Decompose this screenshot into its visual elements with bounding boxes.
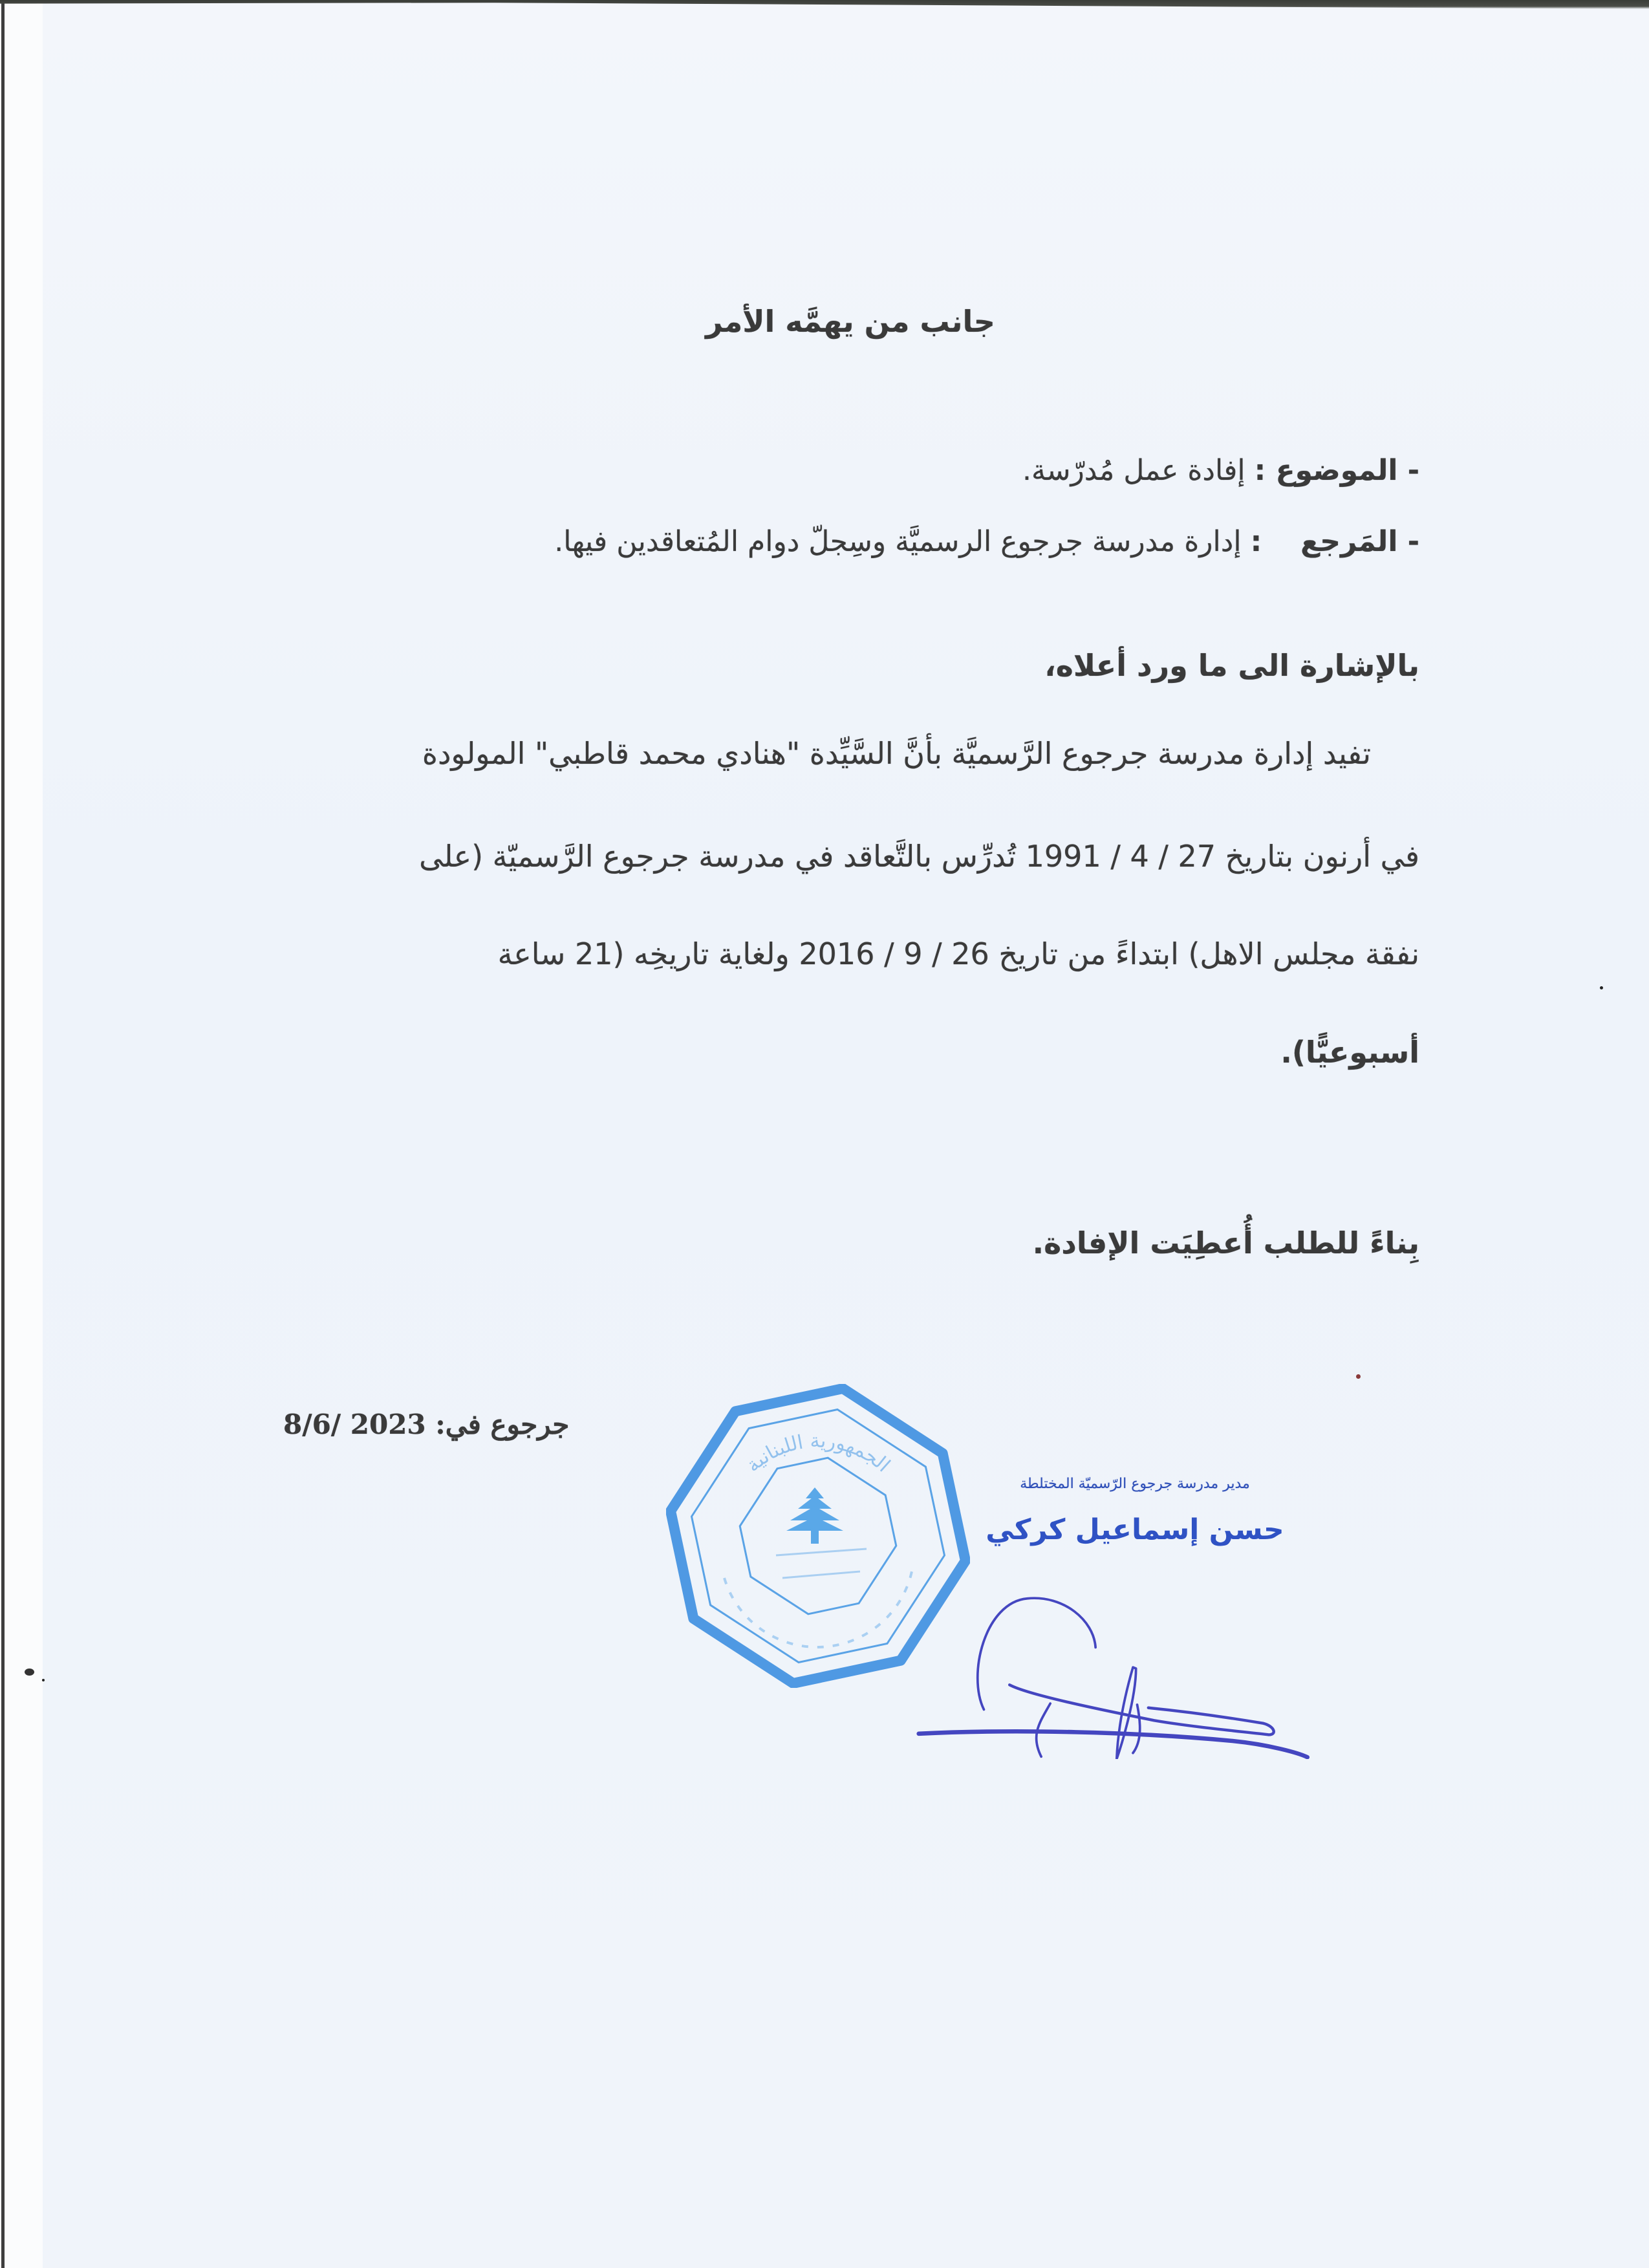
body-line-4: أسبوعيًّا). (1280, 1035, 1419, 1070)
body-line-2: في أرنون بتاريخ 27 / 4 / 1991 تُدرِّس بالتَّعاقد في مدرسة جرجوع الرَّسميّة (على (419, 839, 1419, 874)
body-line-3: نفقة مجلس الاهل) ابتداءً من تاريخ 26 / 9 / 2016 ولغاية تاريخِه (21 ساعة (497, 936, 1419, 971)
body-line-1: تفيد إدارة مدرسة جرجوع الرَّسميَّة بأنَّ السَّيِّدة "هنادي محمد قاطبي" المولودة (422, 736, 1371, 771)
cedar-icon (786, 1487, 843, 1544)
subject-line (1022, 454, 1419, 487)
scan-left-edge (1, 0, 5, 2268)
document-title: جانب من يهمَّه الأمر (706, 304, 995, 339)
scan-speck (1600, 986, 1603, 989)
scan-speck (1356, 1374, 1361, 1379)
reference-value: إدارة مدرسة جرجوع الرسميَّة وسِجلّ دوام المُتعاقدين فيها. (554, 525, 1242, 558)
stamp-outer-text: الجمهورية اللبنانية (742, 1429, 895, 1477)
signatory-title: مدير مدرسة جرجوع الرّسميّة المختلطة (1020, 1476, 1250, 1492)
subject-label: - الموضوع : (1254, 454, 1419, 487)
place-date (283, 1409, 569, 1440)
scan-margin (0, 0, 43, 2268)
svg-text:الجمهورية اللبنانية (742, 1430, 894, 1477)
handwritten-signature (886, 1578, 1326, 1759)
reference-separator: : (1250, 525, 1262, 558)
scan-speck (25, 1669, 34, 1676)
salutation: بالإشارة الى ما ورد أعلاه، (1044, 648, 1419, 683)
place-date-label: جرجوع في: (435, 1409, 570, 1440)
stamp-inner-text-lines (776, 1549, 867, 1578)
scan-top-edge (0, 0, 1649, 9)
reference-label: - المَرجع (1300, 525, 1419, 558)
reference-line (554, 525, 1419, 558)
signatory-name: حسن إسماعيل كركي (986, 1513, 1284, 1546)
scan-speck (42, 1679, 45, 1681)
stamp-bottom-text-arc (724, 1571, 912, 1647)
subject-value: إفادة عمل مُدرّسة. (1022, 454, 1245, 487)
place-date-value: 8/6/ 2023 (283, 1409, 426, 1440)
closing-statement: بِناءً للطلب أُعطِيَت الإفادة. (1032, 1226, 1419, 1260)
